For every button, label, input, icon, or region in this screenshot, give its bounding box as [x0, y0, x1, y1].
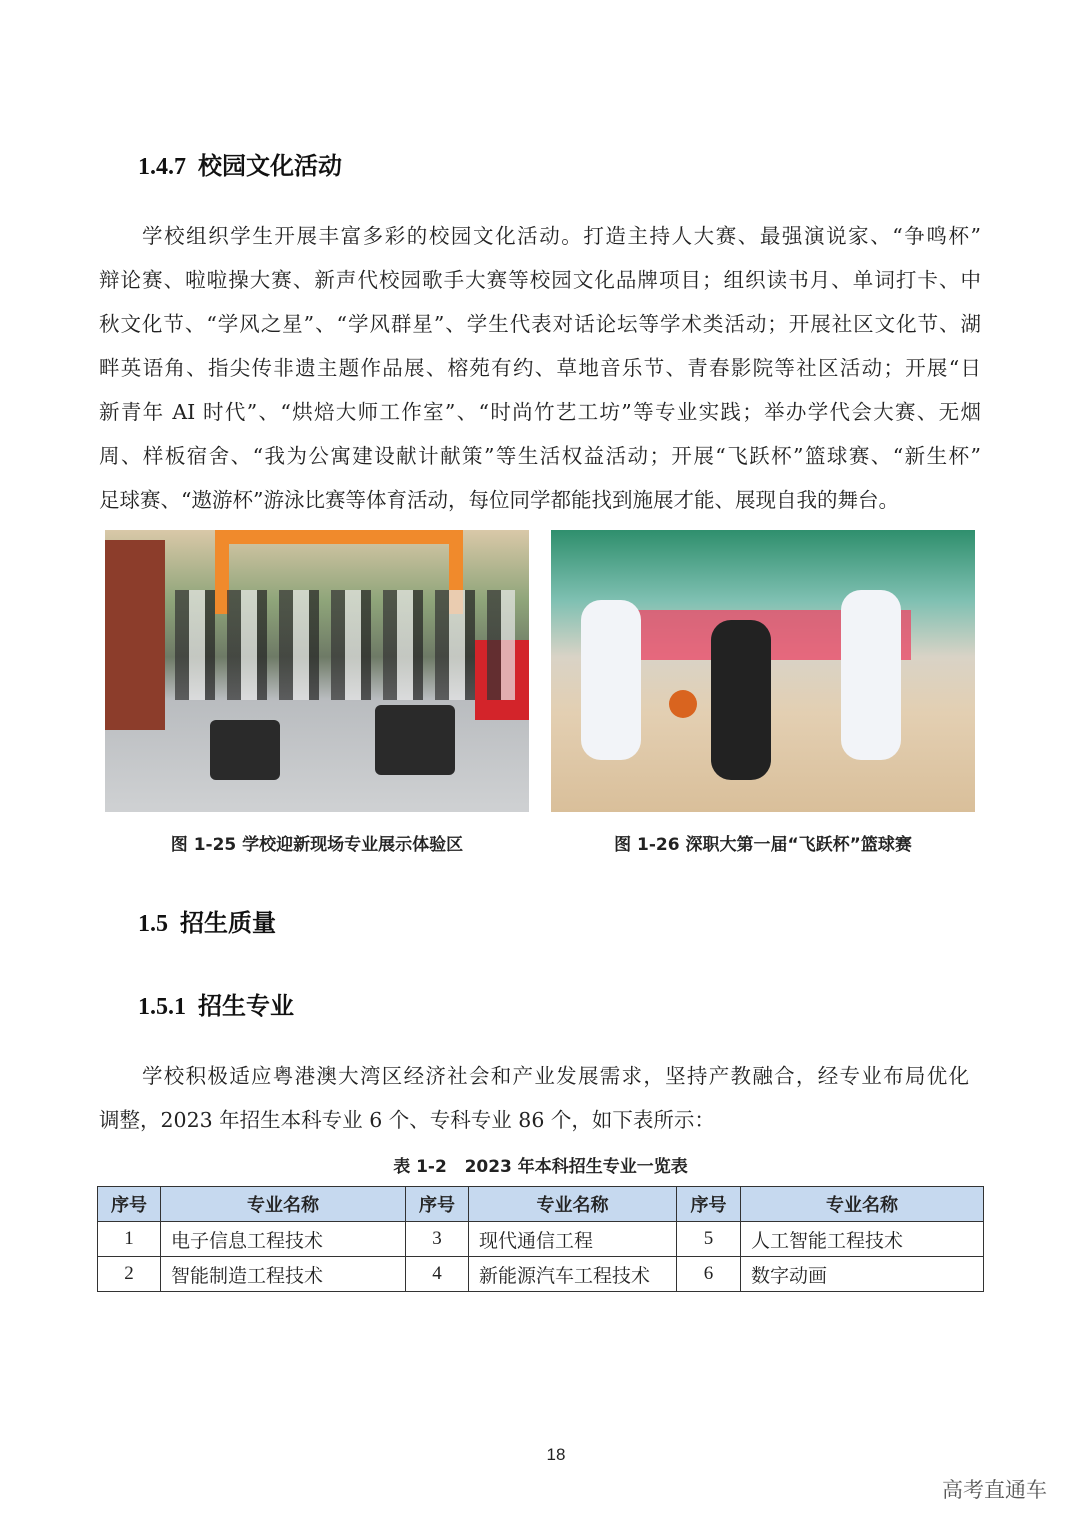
section-number: 1.4.7	[138, 154, 186, 180]
photo-robot-exhibition	[105, 530, 529, 812]
table-cell: 现代通信工程	[469, 1222, 677, 1257]
table-title: 表 1-2 2023 年本科招生专业一览表	[393, 1157, 688, 1177]
paragraph-line: 周、样板宿舍、“我为公寓建设献计献策”等生活权益活动；开展“飞跃杯”篮球赛、“新生杯”	[99, 444, 981, 468]
majors-table	[97, 1186, 984, 1292]
header-cell: 专业名称	[469, 1187, 677, 1222]
section-title: 招生专业	[198, 992, 294, 1020]
section-title: 招生质量	[180, 909, 276, 937]
table-row	[98, 1222, 984, 1257]
section-number: 1.5.1	[138, 994, 186, 1020]
table-row	[98, 1257, 984, 1292]
section-title: 校园文化活动	[198, 152, 342, 180]
paragraph-line: 新青年 AI 时代”、“烘焙大师工作室”、“时尚竹艺工坊”等专业实践；举办学代会大赛、无烟	[99, 400, 981, 424]
header-cell: 专业名称	[161, 1187, 406, 1222]
header-cell: 专业名称	[741, 1187, 984, 1222]
table-header-row	[98, 1187, 984, 1222]
figure-caption: 图 1-26 深职大第一届“飞跃杯”篮球赛	[614, 835, 912, 855]
paragraph-line: 辩论赛、啦啦操大赛、新声代校园歌手大赛等校园文化品牌项目；组织读书月、单词打卡、中	[99, 268, 981, 292]
table-cell: 数字动画	[741, 1257, 984, 1292]
table-cell: 智能制造工程技术	[161, 1257, 406, 1292]
table-cell: 2	[98, 1257, 161, 1292]
watermark: 高考直通车	[942, 1478, 1047, 1502]
table-cell: 新能源汽车工程技术	[469, 1257, 677, 1292]
paragraph-line: 秋文化节、“学风之星”、“学风群星”、学生代表对话论坛等学术类活动；开展社区文化节、湖	[99, 312, 981, 336]
header-cell: 序号	[677, 1187, 741, 1222]
table-cell: 3	[406, 1222, 469, 1257]
paragraph-line: 学校积极适应粤港澳大湾区经济社会和产业发展需求，坚持产教融合，经专业布局优化	[142, 1064, 969, 1088]
table-cell: 电子信息工程技术	[161, 1222, 406, 1257]
photo-basketball-game	[551, 530, 975, 812]
section-heading-1-4-7	[138, 146, 342, 181]
table-cell: 1	[98, 1222, 161, 1257]
table-cell: 5	[677, 1222, 741, 1257]
section-heading-1-5-1	[138, 986, 294, 1021]
paragraph-line: 畔英语角、指尖传非遗主题作品展、榕苑有约、草地音乐节、青春影院等社区活动；开展“日	[99, 356, 981, 380]
section-heading-1-5	[138, 903, 276, 938]
page-number: 18	[546, 1445, 566, 1464]
header-cell: 序号	[98, 1187, 161, 1222]
table-cell: 人工智能工程技术	[741, 1222, 984, 1257]
header-cell: 序号	[406, 1187, 469, 1222]
table-cell: 6	[677, 1257, 741, 1292]
paragraph-line: 足球赛、“遨游杯”游泳比赛等体育活动，每位同学都能找到施展才能、展现自我的舞台。	[99, 488, 899, 512]
paragraph-line: 调整，2023 年招生本科专业 6 个、专科专业 86 个，如下表所示：	[99, 1108, 715, 1132]
figure-caption: 图 1-25 学校迎新现场专业展示体验区	[170, 835, 464, 855]
paragraph-line: 学校组织学生开展丰富多彩的校园文化活动。打造主持人大赛、最强演说家、“争鸣杯”	[142, 224, 981, 248]
table-cell: 4	[406, 1257, 469, 1292]
section-number: 1.5	[138, 911, 168, 937]
